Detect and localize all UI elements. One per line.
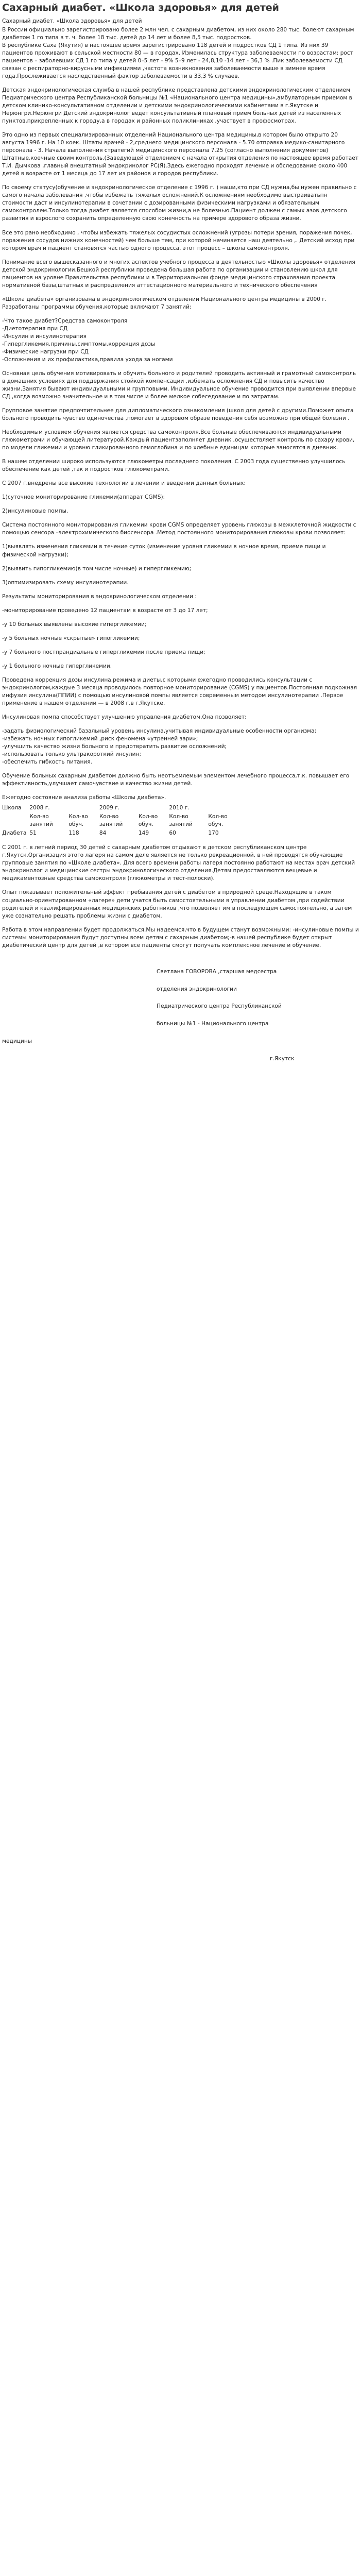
list-item: 1)суточное мониторирование гликемии(аппарат CGMS); [2, 494, 165, 501]
table-cell: 2009 г. [99, 805, 120, 811]
stats-table [2, 804, 239, 838]
table-cell: 60 [169, 830, 176, 837]
table-cell: Диабета [2, 830, 27, 837]
signature-line: отделения эндокринологии [157, 986, 237, 992]
paragraph: Основная цель обучения мотивировать и обучить больного и родителей проводить активный и грамотный самоконтроль в домашних условиях для поддержания стойкой компенсации ,избежать осложнения СД и повысить качество жизни.Занятия бывают индивидуальными и групповыми. Индивидуальное обучение проводится при выявлении впервые СД ,когда возможно значительное и в том числе и более мелкое собеседование и по затратам. [2, 370, 356, 400]
paragraph: Обучение больных сахарным диабетом должно быть неотъемлемым элементом лечебного процесса,т.к. повышает его эффективность,улучшает самочувствие и качество жизни детей. [2, 773, 350, 787]
paragraph: Результаты мониторирования в эндокринологическом отделении : [2, 593, 197, 600]
signature-city: г.Якутск [270, 1056, 295, 1062]
table-cell: 84 [99, 830, 107, 837]
signature-line: Педиатрического центра Республиканской [157, 1003, 282, 1010]
table-cell: 51 [29, 830, 37, 837]
pump-benefits-list: -задать физиологический базальный уровень инсулина,учитывая индивидуальные особенности организма; -избежать ночных гипогликемий ,риск феномена «утренней зари»; -улучшить качество жизни больного и предотвратить развитие осложнений; -использовать только ультракороткий инсулин; -обеспечить гибкость питания. [2, 727, 317, 766]
signature-line: больницы №1 - Национального центра [157, 1021, 269, 1027]
article-title: Сахарный диабет. «Школа здоровья» для детей [2, 2, 279, 13]
list-item: 1)выявлять изменения гликемии в течение суток (изменение уровня гликемии в ночное время, приеме пищи и физической нагрузки); [2, 544, 326, 558]
table-cell: 2008 г. [29, 805, 50, 811]
paragraph: Групповое занятие предпочтительнее для дипломатического ознакомления (школ для детей с другими.Поможет опыта больного проводить чувство одиночества ,помогает в здоровом образе поведения себя возможно при общей болезни . [2, 408, 354, 422]
paragraph: Необходимым условием обучения является средства самоконтроля.Все больные обеспечиваются индивидуальными глюкометрами и обучающей литературой.Каждый пациентзаполняет дневник ,осуществляет контроль по сахару крови, по модели гликемии и уровню гликированного гемоглобина и по хлебные единицам которые заносятся в дневник. [2, 429, 355, 451]
paragraph: С 2007 г.внедрены все высокие технологии в лечении и введении данных больных: [2, 480, 246, 487]
list-item: 3)оптимизировать схему инсулинотерапии. [2, 579, 129, 586]
paragraph: Все это рано необходимо , чтобы избежать тяжелых сосудистых осложнений (угрозы потери зрения, поражения почек, поражения сосудов нижних конечностей) чем больше тем, при которой начинается наш деятельно ,. Детский исход при котором врач и пациент становятся частью одного процесса, этот процесс – школа самоконтроля. [2, 229, 355, 251]
table-cell: 2010 г. [169, 805, 190, 811]
table-cell: Кол-во обуч. [68, 814, 88, 828]
paragraph: Это одно из первых специализированных отделений Национального центра медицины,в котором было открыто 20 августа 1996 г. На 10 коек. Штаты врачей - 2,среднего медицинского персонала - 5.70 отправка медико-санитарного персонала - 3. Начала выполнения стратегий медицинского персонала 7.25 (согласно выполнения документов) Штатные,коечные своим контроль.(Заведующей отделением с начала открытия отделения по настоящее время работает Т.И. Дымкова ,главный внештатный эндокринолог РС(Я).Здесь ежегодно проходят лечение и обследование около 400 детей в возрасте от 1 месяца до 17 лет из районов и городов республики. [2, 132, 358, 177]
paragraph: Опыт показывает положительный эффект пребывания детей с диабетом в природной среде.Находящие в таком социально-ориентированном «лагере» дети учатся быть самостоятельными в управлении диабетом ,при содействии родителей и квалифицированных медицинских работников ,что позволяет им в последующем самостоятельно, а затем уже сознательно решать проблемы жизни с диабетом. [2, 889, 352, 919]
table-cell [208, 804, 239, 812]
table-cell: Кол-во занятий [169, 814, 193, 828]
table-cell: Кол-во занятий [99, 814, 123, 828]
table-cell: Кол-во обуч. [208, 814, 228, 828]
list-item: -у 10 больных выявлены высокие гипергликемии; [2, 621, 147, 628]
table-cell [139, 804, 169, 812]
signature-line: Светлана ГОВОРОВА ,старшая медсестра [157, 968, 277, 975]
list-item: -мониторирование проведено 12 пациентам в возрасте от 3 до 17 лет; [2, 607, 208, 614]
list-item: -у 5 больных ночные «скрытые» гипогликемии; [2, 635, 140, 641]
paragraph: По своему статусу(обучение и эндокринологическое отделение с 1996 г. ) наши,кто при СД нужна,бы нужен правильно с самого начала заболевания ,чтобы избежать тяжелых осложнений.К осложнениям необходимо выстраиватьпн стоимости даст и инсулинотерапии в сочетании с дозированными физическими нагрузками и обязательным самоконтролем.Только тогда диабет является способом жизни,а не болезнью.Пациент должен с самых азов детского развития и взрослого сохранить определенную свою конечность на примере здорового образа жизни. [2, 184, 357, 222]
table-cell: 149 [138, 830, 149, 837]
list-item: -у 1 больного ночные гипергликемии. [2, 663, 112, 669]
author-signature [2, 959, 359, 1072]
article-subtitle: Сахарный диабет. «Школа здоровья» для детей [2, 18, 142, 24]
table-cell [2, 812, 29, 829]
paragraph: С 2001 г. в летний период 30 детей с сахарным диабетом отдыхают в детском республиканском центре г.Якутск.Организация этого лагеря на самом деле является не только рекреационной, в ней проводятся обучающие групповые занятия по «Школе диабета». Для всего времени работы лагеря постоянно работают на местах врач детский эндокринолог и медицинские сестры эндокринологического отделения.Детям предоставляются вещевые и медикаментозные средства самоконтроля (глюкометры и тест-полоски). [2, 844, 355, 882]
signature-line: медицины [2, 1038, 32, 1045]
stats-title: Ежегодно состояние анализа работы «Школы диабета». [2, 794, 166, 801]
paragraph: Проведена коррекция дозы инсулина,режима и диеты,с которыми ежегодно проводились консультации с эндокринологом,каждые 3 месяца проводилось повторное мониторирование (CGMS) у пациентов.Постоянная подкожная инфузия инсулина(ППИИ) с помощью инсулиновой помпы является современным методом инсулинотерапии .Первое применение в нашем отделении — в 2008 г.в г.Якутске. [2, 676, 357, 706]
list-item: 2)выявить гипогликемию(в том числе ночные) и гипергликемию; [2, 565, 192, 572]
paragraph: В России официально зарегистрировано более 2 млн чел. с сахарным диабетом, из них около 280 тыс. болеют сахарным диабетом 1 го типа в т. ч. более 18 тыс. детей до 14 лет и более 8,5 тыс. подростков. В республике Саха (Якутия) в настоящее время зарегистрировано 118 детей и подростков СД 1 типа. Из них 39 пациентов проживают в сельской местности 80 — в городах. Изменилась структура заболеваемости по возрастам: рост пациентов – заболевших СД 1 го типа у детей 0–5 лет - 9% 5–9 лет - 24,8,10 -14 лет - 36,3 % .Пик заболеваемости СД связан с респираторно-вирусными инфекциями ,частота возникновения заболеваемости выше в зимнее время года.Прослеживается наследственный фактор заболеваемости в 33,3 % случаев. [2, 26, 354, 79]
table-cell: 118 [68, 830, 79, 837]
paragraph: Понимание всего вышесказанного и многих аспектов учебного процесса в деятельностью «Школы здоровья» отделения детской эндокринологии.Бешкой республики проведена большая работа по организации и становлению школ для пациентов на уровне Правительства республики и в Территориальном фонде медицинского страхования проекта нормативной базы,штатных и распределения аттестационного материального и технического обеспечения [2, 259, 355, 289]
paragraph: В нашем отделении широко используются глюкометры последнего поколения. С 2003 года существенно улучшилось обеспечение как детей ,так и подростков глюкометрами. [2, 459, 346, 473]
paragraph: Система постоянного мониторирования гликемии крови CGMS определяет уровень глюкозы в межклеточной жидкости с помощью сенсора –электрохимического биосенсора .Метод постоянного мониторирования глюкозы крови позволяет: [2, 522, 356, 536]
table-row [2, 829, 239, 838]
table-cell: Кол-во занятий [29, 814, 53, 828]
table-cell: 170 [208, 830, 219, 837]
table-cell: Кол-во обуч. [138, 814, 158, 828]
paragraph: Инсулиновая помпа способствует улучшению управления диабетом.Она позволяет: [2, 714, 247, 720]
table-header-row [2, 804, 239, 812]
lesson-list: -Что такое диабет?Средства самоконтроля -Диетотерапия при СД -Инсулин и инсулинотерапия -Гипергликемия,причины,симптомы,коррекция дозы -Физические нагрузки при СД -Осложнения и их профилактика,правила ухода за ногами [2, 317, 173, 363]
table-cell: Школа [2, 805, 22, 811]
article-body [2, 18, 359, 1072]
paragraph: «Школа диабета» организована в эндокринологическом отделении Национального центра медицины в 2000 г. Разработаны программы обучения,которые включают 7 занятий: [2, 296, 327, 310]
list-item: -у 7 больного постпрандиальные гипергликемии после приема пищи; [2, 649, 205, 655]
list-item: 2)инсулиновые помпы. [2, 508, 68, 515]
table-cell [68, 804, 99, 812]
paragraph: Детская эндокринологическая служба в нашей республике представлена детскими эндокринологическим отделением Педиатрического центра Республиканской больницы №1 «Национального центра медицины»,амбулаторным приемом в детском клинико-консультативном отделении и детскими эндокринологическими кабинетами в г.Якутске и Нерюнгри.Нерюнгри Детский эндокринолог ведет консультативный плановый прием больных детей из населенных пунктов,прикрепленных к городу,а в городах и районных поликлиниках ,участвует в профосмотрах. [2, 87, 352, 125]
table-subheader-row [2, 812, 239, 829]
paragraph: Работа в этом направлении будет продолжаться.Мы надеемся,что в будущем станут возможными: -инсулиновые помпы и системы мониторирования будут доступны всем детям с сахарным диабетом;-в нашей республике будет открыт диабетический центр для детей ,в котором все пациенты смогут получать комплексное лечение и обучение. [2, 926, 359, 948]
